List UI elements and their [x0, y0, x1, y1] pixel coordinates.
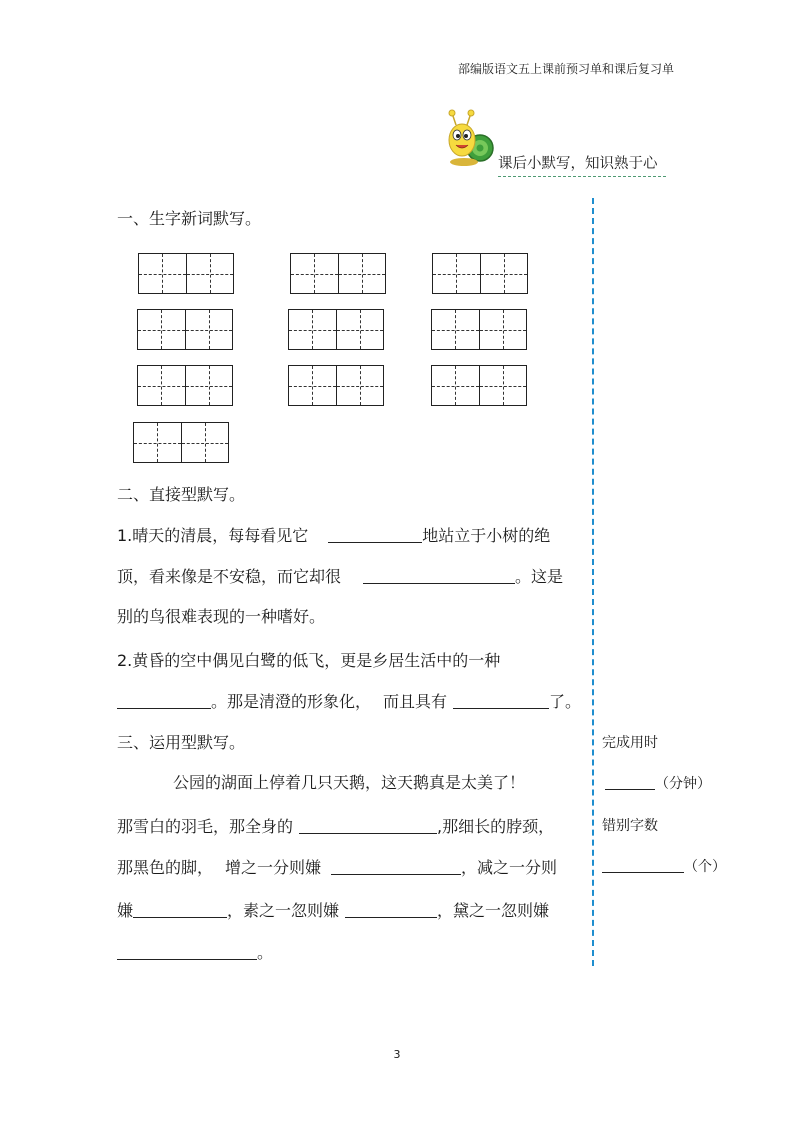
question-text: 顶，看来像是不安稳，而它却很: [117, 567, 342, 586]
passage-text: 增之一分则嫌: [225, 858, 322, 877]
passage-line-5: [117, 940, 273, 963]
error-unit: （个）: [684, 859, 726, 875]
document-header-title: 部编版语文五上课前预习单和课后复习单: [458, 62, 675, 76]
question-2-line-2: [117, 689, 581, 712]
question-text: 。那是清澄的形象化，: [211, 692, 372, 711]
completion-time-field: [605, 773, 711, 793]
passage-text: ，素之一忽则嫌: [227, 901, 340, 920]
passage-line-4: [117, 898, 549, 921]
writing-box[interactable]: [431, 309, 527, 350]
snail-mascot-icon: [442, 108, 494, 168]
answer-blank[interactable]: [299, 817, 437, 834]
time-input[interactable]: [605, 775, 655, 790]
answer-blank[interactable]: [133, 901, 227, 918]
question-text: 。这是: [515, 567, 564, 586]
answer-blank[interactable]: [331, 858, 461, 875]
writing-box[interactable]: [288, 365, 384, 406]
writing-box[interactable]: [138, 253, 234, 294]
answer-blank[interactable]: [363, 567, 515, 584]
error-count-label: 错别字数: [602, 818, 658, 834]
passage-text: ，减之一分则: [461, 858, 558, 877]
error-count-field: [602, 856, 726, 876]
question-text: 地站立于小树的绝: [422, 526, 551, 545]
writing-box[interactable]: [431, 365, 527, 406]
answer-blank[interactable]: [117, 692, 211, 709]
completion-time-label: 完成用时: [602, 735, 658, 751]
passage-text: ,那细长的脖颈，: [437, 817, 555, 836]
section-3-heading: 三、运用型默写。: [117, 733, 246, 752]
question-text: 而且具有: [383, 692, 448, 711]
question-1-line-2: [117, 564, 563, 587]
passage-text: 嫌: [117, 901, 134, 920]
question-text: 了。: [549, 692, 582, 711]
writing-box[interactable]: [137, 309, 233, 350]
time-unit: （分钟）: [655, 776, 711, 792]
answer-blank[interactable]: [328, 526, 422, 543]
error-count-input[interactable]: [602, 858, 684, 873]
passage-text: ，黛之一忽则嫌: [437, 901, 550, 920]
motto-banner: 课后小默写，知识熟于心: [498, 152, 666, 177]
passage-text: 那雪白的羽毛，那全身的: [117, 817, 294, 836]
section-2-heading: 二、直接型默写。: [117, 485, 246, 504]
answer-blank[interactable]: [117, 943, 257, 960]
answer-blank[interactable]: [345, 901, 437, 918]
writing-box[interactable]: [290, 253, 386, 294]
page-number: 3: [393, 1048, 401, 1061]
question-2-line-1: 2.黄昏的空中偶见白鹭的低飞，更是乡居生活中的一种: [117, 651, 501, 670]
passage-text: 那黑色的脚，: [117, 858, 214, 877]
section-1-heading: 一、生字新词默写。: [117, 209, 262, 228]
passage-text: 。: [257, 943, 274, 962]
answer-blank[interactable]: [453, 692, 549, 709]
passage-line-2: [117, 814, 554, 837]
writing-box[interactable]: [137, 365, 233, 406]
writing-box[interactable]: [288, 309, 384, 350]
passage-line-1: 公园的湖面上停着几只天鹅，这天鹅真是太美了！: [173, 773, 526, 792]
column-divider: [592, 198, 594, 966]
question-1-line-3: 别的鸟很难表现的一种嗜好。: [117, 607, 326, 626]
question-1-line-1: [117, 523, 550, 546]
question-text: 1.晴天的清晨，每每看见它: [117, 526, 309, 545]
writing-box[interactable]: [133, 422, 229, 463]
writing-box[interactable]: [432, 253, 528, 294]
passage-line-3: [117, 855, 557, 878]
